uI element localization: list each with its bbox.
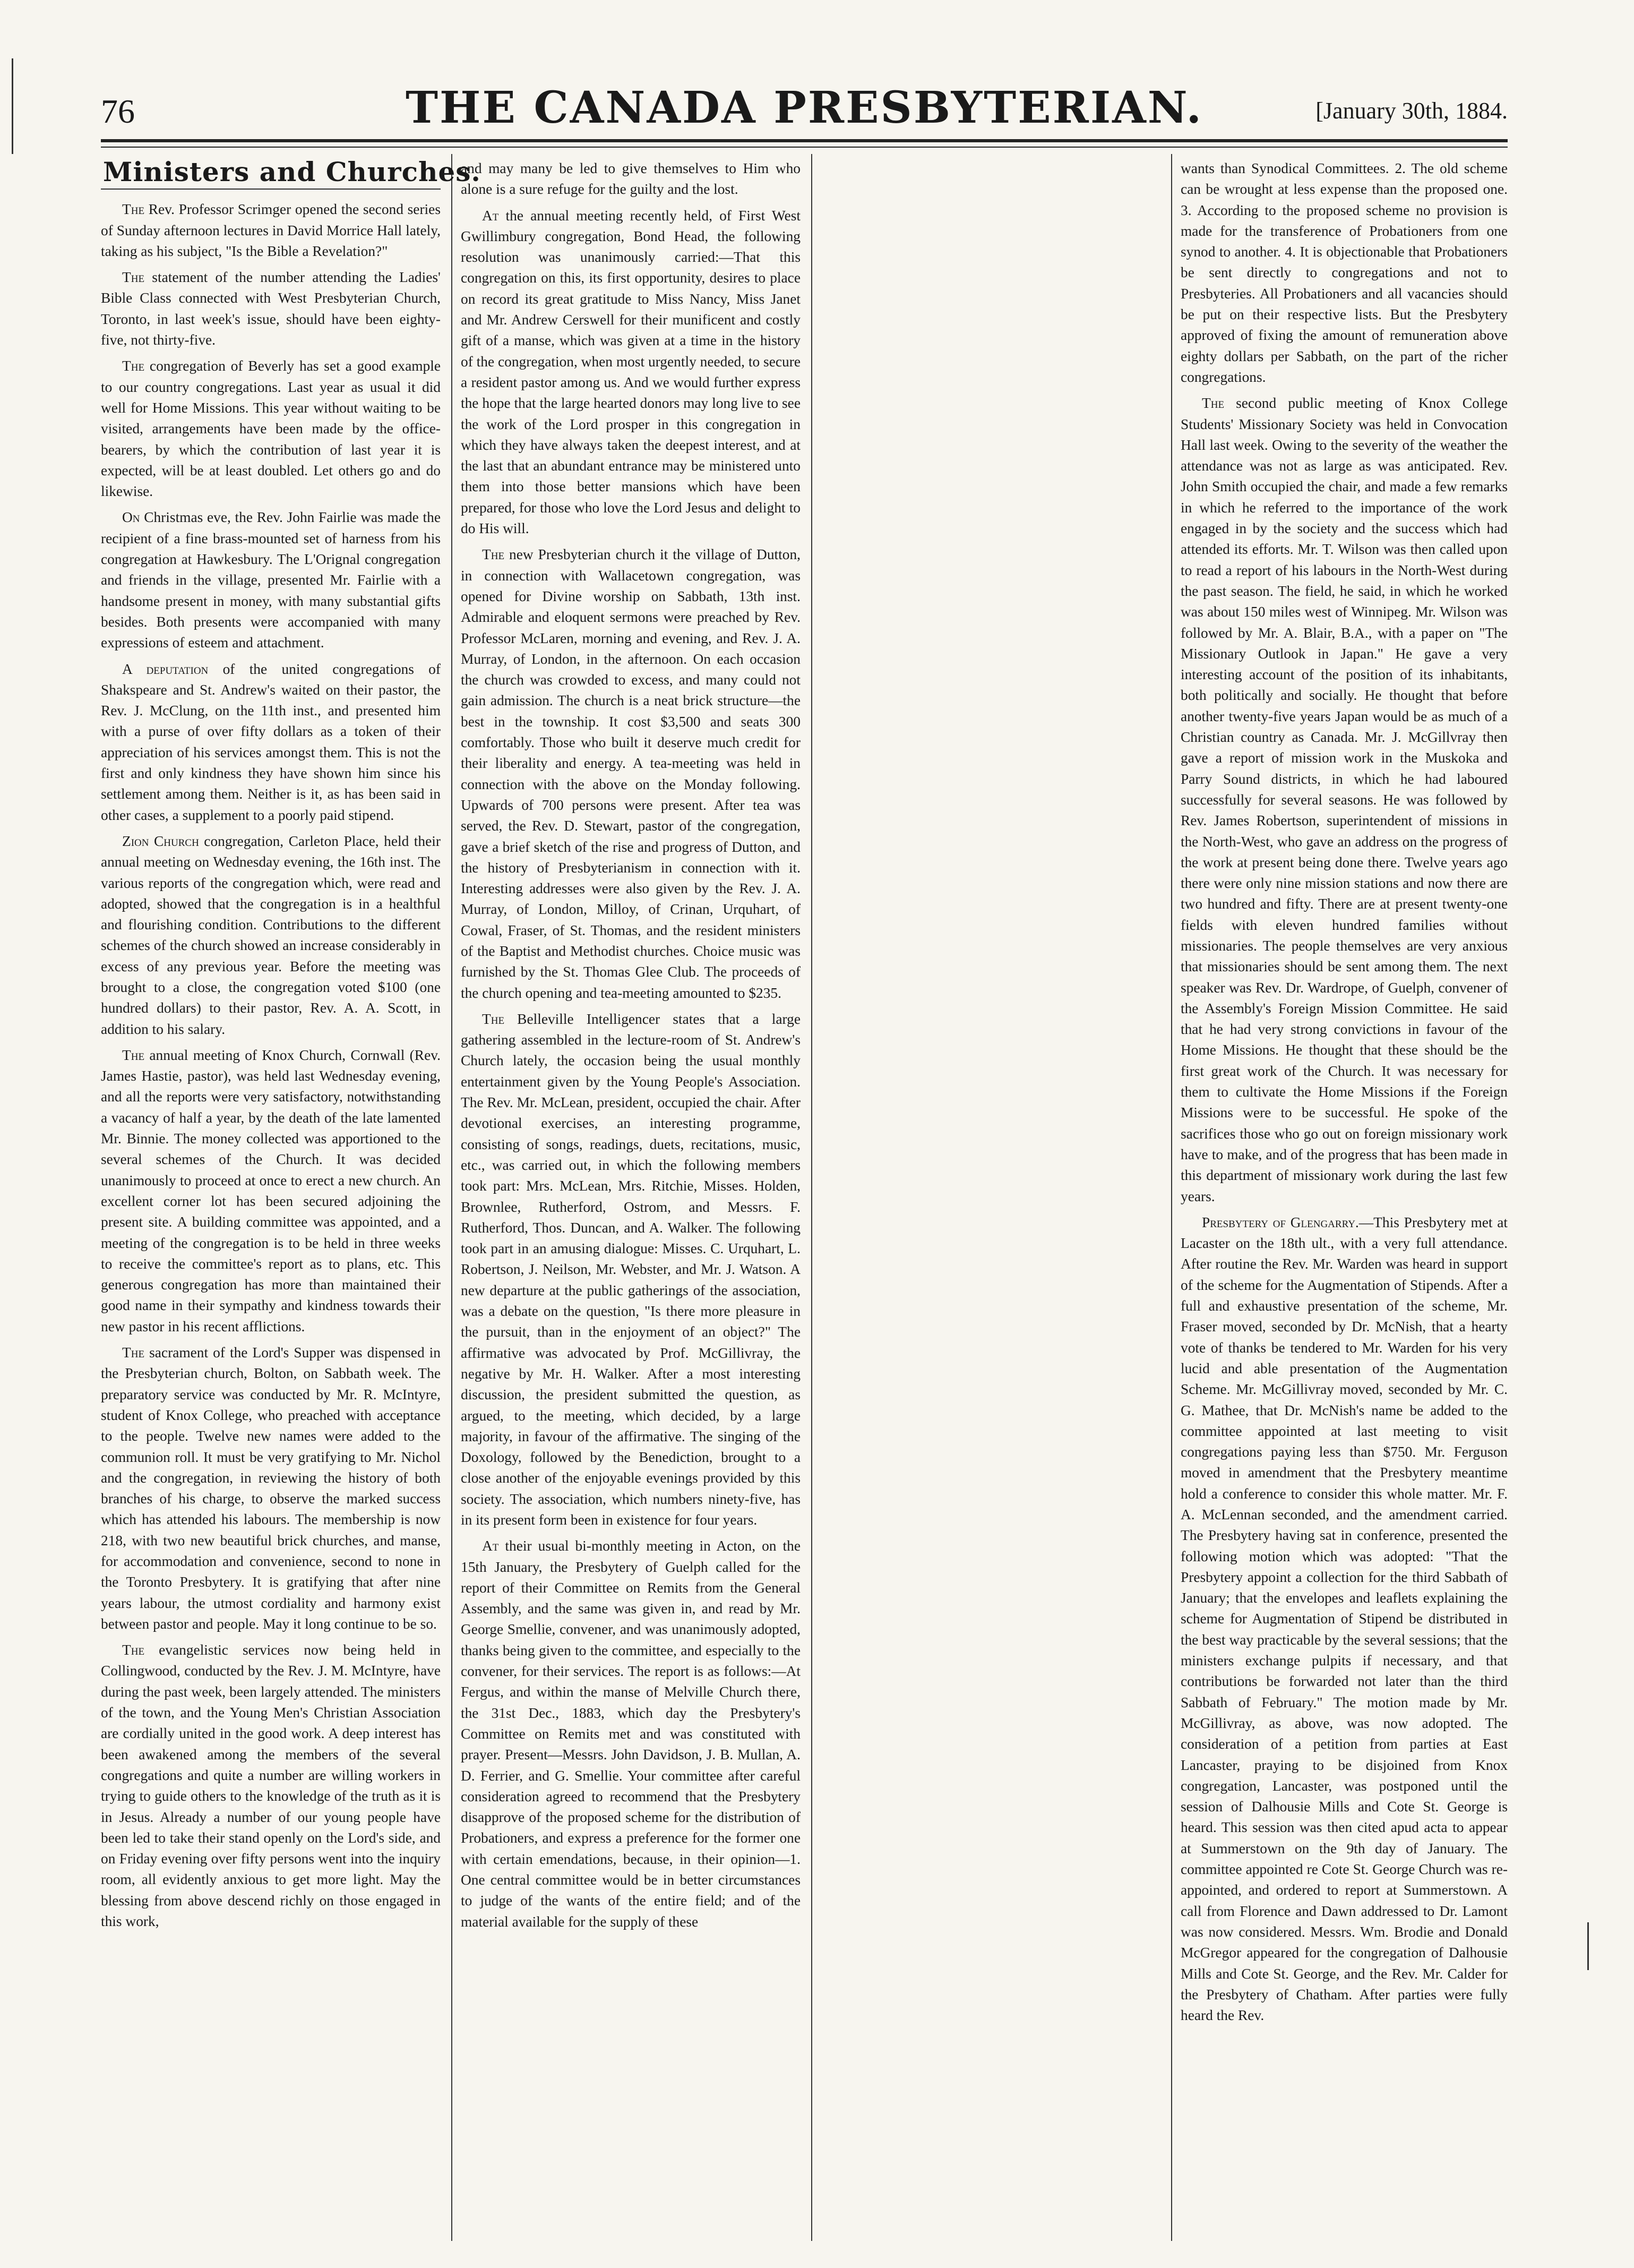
paragraph-lead: The	[1202, 395, 1225, 412]
paragraph-text: of the united congregations of Shakspeare and St. Andrew's waited on their pastor, the Rev. J. McClung, on the 11th inst., and presented him with a purse of over fifty dollars as a token of their appreciation of his services amongst them. This is not the first and only kindness they have shown him since his settlement among them. Neither is it, as has been said in other cases, a supplement to a poorly paid stipend.	[101, 661, 441, 823]
article-paragraph	[461, 158, 801, 200]
paragraph-text: congregation of Beverly has set a good example to our country congregations. Last year as usual it did well for Home Missions. This year without waiting to be visited, arrangements have been made by the office-bearers, by which the contribution of last year it is expected, will be at least doubled. Let others go and do likewise.	[101, 358, 441, 500]
paragraph-lead: The	[122, 358, 145, 374]
paragraph-lead: Presbytery of Glengarry.	[1202, 1214, 1359, 1230]
column-1	[101, 156, 481, 2240]
article-paragraph	[101, 659, 441, 826]
masthead: THE CANADA PRESBYTERIAN.	[405, 82, 1203, 133]
paragraph-text: their usual bi-monthly meeting in Acton, on the 15th January, the Presbytery of Guelph called for the report of their Committee on Remits from the General Assembly, and the same was given in, and read by Mr. George Smellie, convener, and was unanimously adopted, thanks being given to the committee, and especially to the convener, for their services. The report is as follows:—At Fergus, and within the manse of Melville Church there, the 31st Dec., 1883, which day the Presbytery's Committee on Remits met and was constituted with prayer. Present—Messrs. John Davidson, J. B. Mullan, A. D. Ferrier, and G. Smellie. Your committee after careful consideration agreed to recommend that the Presbytery disapprove of the proposed scheme for the distribution of Probationers, and express a preference for the former one with certain emendations, because, in their opinion—1. One central committee would be in better circumstances to judge of the wants of the entire field; and of the material available for the supply of these	[461, 1538, 801, 1930]
issue-date: [January 30th, 1884.	[1315, 98, 1508, 124]
section-heading: Ministers and Churches.	[103, 156, 481, 187]
column-1-body	[101, 199, 441, 1932]
paragraph-lead: The	[122, 1047, 145, 1063]
article-paragraph	[461, 544, 801, 1004]
column-2-body	[461, 158, 801, 1932]
paragraph-text: and may many be led to give themselves to Him who alone is a sure refuge for the guilty and the lost.	[461, 160, 801, 198]
page-number: 76	[101, 92, 135, 130]
column-3-body	[1181, 158, 1508, 2026]
section-rule	[101, 189, 441, 190]
paragraph-lead: The	[482, 1011, 505, 1027]
article-paragraph	[461, 1536, 801, 1932]
header-rule-thin	[101, 147, 1508, 148]
article-paragraph	[101, 1640, 441, 1932]
article-paragraph	[461, 1009, 801, 1530]
paragraph-text: annual meeting of Knox Church, Cornwall (Rev. James Hastie, pastor), was held last Wednesday evening, and all the reports were very satisfactory, notwithstanding a vacancy of half a year, by the death of the late lamented Mr. Binnie. The money collected was apportioned to the several schemes of the Church. It was decided unanimously to proceed at once to erect a new church. An excellent corner lot has been secured adjoining the present site. A building committee was appointed, and a meeting of the congregation is to be held in three weeks to receive the committee's report as to plans, etc. This generous congregation has more than maintained their good name in their sympathy and kindness towards their new pastor in his recent afflictions.	[101, 1047, 441, 1334]
column-divider	[451, 154, 452, 2241]
paragraph-text: wants than Synodical Committees. 2. The old scheme can be wrought at less expense than the proposed one. 3. According to the proposed scheme no provision is made for the transference of Probationers from one synod to another. 4. It is objectionable that Probationers be sent directly to congregations and not to Presbyteries. All Probationers and all vacancies should be put on their respective lists. But the Presbytery approved of fixing the amount of remuneration above eighty dollars per Sabbath, on the part of the richer congregations.	[1181, 160, 1508, 385]
paragraph-lead: The	[122, 201, 145, 218]
paragraph-text: Rev. Professor Scrimger opened the second series of Sunday afternoon lectures in David Morrice Hall lately, taking as his subject, "Is the Bible a Revelation?"	[101, 201, 441, 259]
article-paragraph	[101, 356, 441, 502]
article-paragraph	[101, 507, 441, 653]
article-paragraph	[1181, 158, 1508, 388]
paragraph-lead: A deputation	[122, 661, 209, 677]
paragraph-text: sacrament of the Lord's Supper was dispensed in the Presbyterian church, Bolton, on Sabbath week. The preparatory service was conducted by Mr. R. McIntyre, student of Knox College, who preached with acceptance to the people. Twelve new names were added to the communion roll. It must be very gratifying to Mr. Nichol and the congregation, in reviewing the history of both branches of his charge, to observe the marked success which has attended his labours. The membership is now 218, with two new beautiful brick churches, and manse, for accommodation and convenience, second to none in the Toronto Presbytery. It is gratifying that after nine years labour, the utmost cordiality and harmony exist between pastor and people. May it long continue to be so.	[101, 1345, 441, 1632]
paragraph-text: congregation, Carleton Place, held their annual meeting on Wednesday evening, the 16th inst. The various reports of the congregation which, were read and adopted, showed that the congregation is in a healthful and flourishing condition. Contributions to the different schemes of the church showed an increase considerably in excess of any previous year. Before the meeting was brought to a close, the congregation voted $100 (one hundred dollars) to their pastor, Rev. A. A. Scott, in addition to his salary.	[101, 833, 441, 1037]
column-divider	[811, 154, 812, 2241]
paragraph-lead: The	[122, 1345, 145, 1361]
paragraph-lead: The	[122, 269, 145, 286]
article-paragraph	[101, 199, 441, 262]
paragraph-lead: The	[122, 1642, 145, 1658]
page-header	[101, 82, 1508, 141]
paragraph-text: Belleville Intelligencer states that a large gathering assembled in the lecture-room of St. Andrew's Church lately, the occasion being the usual monthly entertainment given by the Young People's Association. The Rev. Mr. McLean, president, occupied the chair. After devotional exercises, an interesting programme, consisting of songs, readings, duets, recitations, music, etc., was carried out, in which the following members took part: Mrs. McLean, Mrs. Ritchie, Misses. Holden, Brownlee, Rutherford, Ostrom, and Messrs. F. Rutherford, Thos. Duncan, and A. Walker. The following took part in an amusing dialogue: Misses. C. Urquhart, L. Robertson, J. Neilson, Mr. Webster, and Mr. J. Watson. A new departure at the public gatherings of the association, was a debate on the question, "Is there more pleasure in the pursuit, than in the enjoyment of an object?" The affirmative was advocated by Prof. McGillivray, the negative by Mr. H. Walker. After a most interesting discussion, the president submitted the question, as argued, to the meeting, which decided, by a large majority, in favour of the affirmative. The singing of the Doxology, followed by the Benediction, brought to a close another of the enjoyable evenings provided by this society. The association, which numbers ninety-five, has in its present form been in existence for four years.	[461, 1011, 801, 1528]
article-paragraph	[101, 267, 441, 350]
paragraph-lead: At	[482, 1538, 499, 1554]
paragraph-text: second public meeting of Knox College Students' Missionary Society was held in Convocation Hall last week. Owing to the severity of the weather the attendance was not as large as was anticipated. Rev. John Smith occupied the chair, and made a few remarks in which he referred to the importance of the work engaged in by the society and the success which had attended its efforts. Mr. T. Wilson was then called upon to read a report of his labours in the North-West during the past season. The field, he said, in which he worked was about 150 miles west of Winnipeg. Mr. Wilson was followed by Mr. A. Blair, B.A., with a paper on "The Missionary Outlook in Japan." He gave a very interesting account of the position of its inhabitants, both politically and socially. He thought that before another twenty-five years Japan would be as much of a Christian country as Canada. Mr. J. McGillvray then gave a report of mission work in the Muskoka and Parry Sound districts, in which he had laboured successfully for several seasons. He was followed by Rev. James Robertson, superintendent of missions in the North-West, who gave an address on the progress of the work at present being done there. Twelve years ago there were only nine mission stations and now there are two hundred and fifty. There are at present twenty-one fields with eleven hundred families without missionaries. The people themselves are very anxious that missionaries should be sent among them. The next speaker was Rev. Dr. Wardrope, of Guelph, convener of the Assembly's Foreign Mission Committee. He said that he had very strong convictions in favour of the Home Missions. He thought that these should be the first great work of the Church. It was necessary for them to cultivate the Home Missions if the Foreign Missions were to be successful. He spoke of the sacrifices those who go out on foreign missionary work have to make, and of the progress that has been made in this department of missionary work during the last few years.	[1181, 395, 1508, 1204]
paragraph-text: —This Presbytery met at Lacaster on the 18th ult., with a very full attendance. After routine the Rev. Mr. Warden was heard in support of the scheme for the Augmentation of Stipends. After a full and exhaustive presentation of the scheme, Mr. Fraser moved, seconded by Dr. McNish, that a hearty vote of thanks be tendered to Mr. Warden for his very lucid and able presentation of the Augmentation Scheme. Mr. McGillivray moved, seconded by Mr. C. G. Mathee, that Dr. McNish's name be added to the committee appointed at last meeting to visit congregations paying less than $750. Mr. Ferguson moved in amendment that the Presbytery meantime hold a conference to consider this whole matter. Mr. F. A. McLennan seconded, and the amendment carried. The Presbytery having sat in conference, presented the following motion which was adopted: "That the Presbytery appoint a collection for the third Sabbath of January; that the envelopes and leaflets explaining the scheme for Augmentation of Stipend be distributed in the best way practicable by the several sessions; that the ministers exchange pulpits if necessary, and that contributions be forwarded not later than the third Sabbath of February." The motion made by Mr. McGillivray, as above, was now adopted. The consideration of a petition from parties at East Lancaster, praying to be disjoined from Knox congregation, Lancaster, was postponed until the session of Dalhousie Mills and Cote St. George is heard. This session was then cited apud acta to appear at Summerstown on the 9th day of January. The committee appointed re Cote St. George Church was re-appointed, and ordered to report at Summerstown. A call from Florence and Dawn addressed to Dr. Lamont was now considered. Messrs. Wm. Brodie and Donald McGregor appeared for the congregation of Dalhousie Mills and Cote St. George, and the Rev. Mr. Calder for the Presbytery of Chatham. After parties were fully heard the Rev.	[1181, 1214, 1508, 2024]
paragraph-lead: The	[482, 546, 505, 563]
article-paragraph	[101, 831, 441, 1040]
header-rule	[101, 139, 1508, 142]
article-paragraph	[101, 1342, 441, 1634]
paragraph-text: new Presbyterian church it the village of Dutton, in connection with Wallacetown congregation, was opened for Divine worship on Sabbath, 13th inst. Admirable and eloquent sermons were preached by Rev. Professor McLaren, morning and evening, and Rev. J. A. Murray, of London, in the afternoon. On each occasion the church was crowded to excess, and many could not gain admission. The church is a neat brick structure—the best in the township. It cost $3,500 and seats 300 comfortably. Those who built it deserve much credit for their liberality and energy. A tea-meeting was held in connection with the above on the Monday following. Upwards of 700 persons were present. After tea was served, the Rev. D. Stewart, pastor of the congregation, gave a brief sketch of the rise and progress of Dutton, and the history of Presbyterianism in connection with it. Interesting addresses were also given by the Rev. J. A. Murray, of London, Milloy, of Crinan, Urquhart, of Cowal, Fraser, of St. Thomas, and the resident ministers of the Baptist and Methodist churches. Choice music was furnished by the St. Thomas Glee Club. The proceeds of the church opening and tea-meeting amounted to $235.	[461, 546, 801, 1001]
article-paragraph	[101, 1045, 441, 1337]
margin-mark	[1587, 1922, 1589, 1970]
paragraph-text: Christmas eve, the Rev. John Fairlie was made the recipient of a fine brass-mounted set of harness from his congregation at Hawkesbury. The L'Orignal congregation and friends in the village, presented Mr. Fairlie with a handsome present in money, with many substantial gifts besides. Both presents were accompanied with many expressions of esteem and attachment.	[101, 509, 441, 651]
paragraph-lead: At	[482, 207, 499, 224]
margin-mark	[12, 58, 13, 154]
paragraph-lead: Zion Church	[122, 833, 199, 849]
paragraph-text: evangelistic services now being held in Collingwood, conducted by the Rev. J. M. McIntyre, have during the past week, been largely attended. The ministers of the town, and the Young Men's Christian Association are cordially united in the good work. A deep interest has been awakened among the members of the several congregations and quite a number are willing workers in trying to guide others to the knowledge of the truth as it is in Jesus. Already a number of our young people have been led to take their stand openly on the Lord's side, and on Friday evening over fifty persons went into the inquiry room, all evidently anxious to get more light. May the blessing from above descend richly on those engaged in this work,	[101, 1642, 441, 1930]
paragraph-text: statement of the number attending the Ladies' Bible Class connected with West Presbyterian Church, Toronto, in last week's issue, should have been eighty-five, not thirty-five.	[101, 269, 441, 348]
paragraph-lead: On	[122, 509, 140, 526]
column-2	[461, 158, 801, 2240]
column-3	[1181, 158, 1508, 2240]
article-paragraph	[1181, 393, 1508, 1207]
column-divider	[1171, 154, 1172, 2241]
article-paragraph	[1181, 1212, 1508, 2026]
article-paragraph	[461, 206, 801, 540]
paragraph-text: the annual meeting recently held, of First West Gwillimbury congregation, Bond Head, the following resolution was unanimously carried:—That this congregation on this, its first opportunity, desires to place on record its great gratitude to Miss Nancy, Miss Janet and Mr. Andrew Cerswell for their munificent and costly gift of a manse, which was given at a time in the history of the congregation, when most urgently needed, to secure a resident pastor among us. And we would further express the hope that the large hearted donors may long live to see the work of the Lord prosper in this congregation in which they have always taken the deepest interest, and at the last that an abundant entrance may be ministered unto them into those better mansions which have been prepared, for those who love the Lord Jesus and delight to do His will.	[461, 207, 801, 537]
